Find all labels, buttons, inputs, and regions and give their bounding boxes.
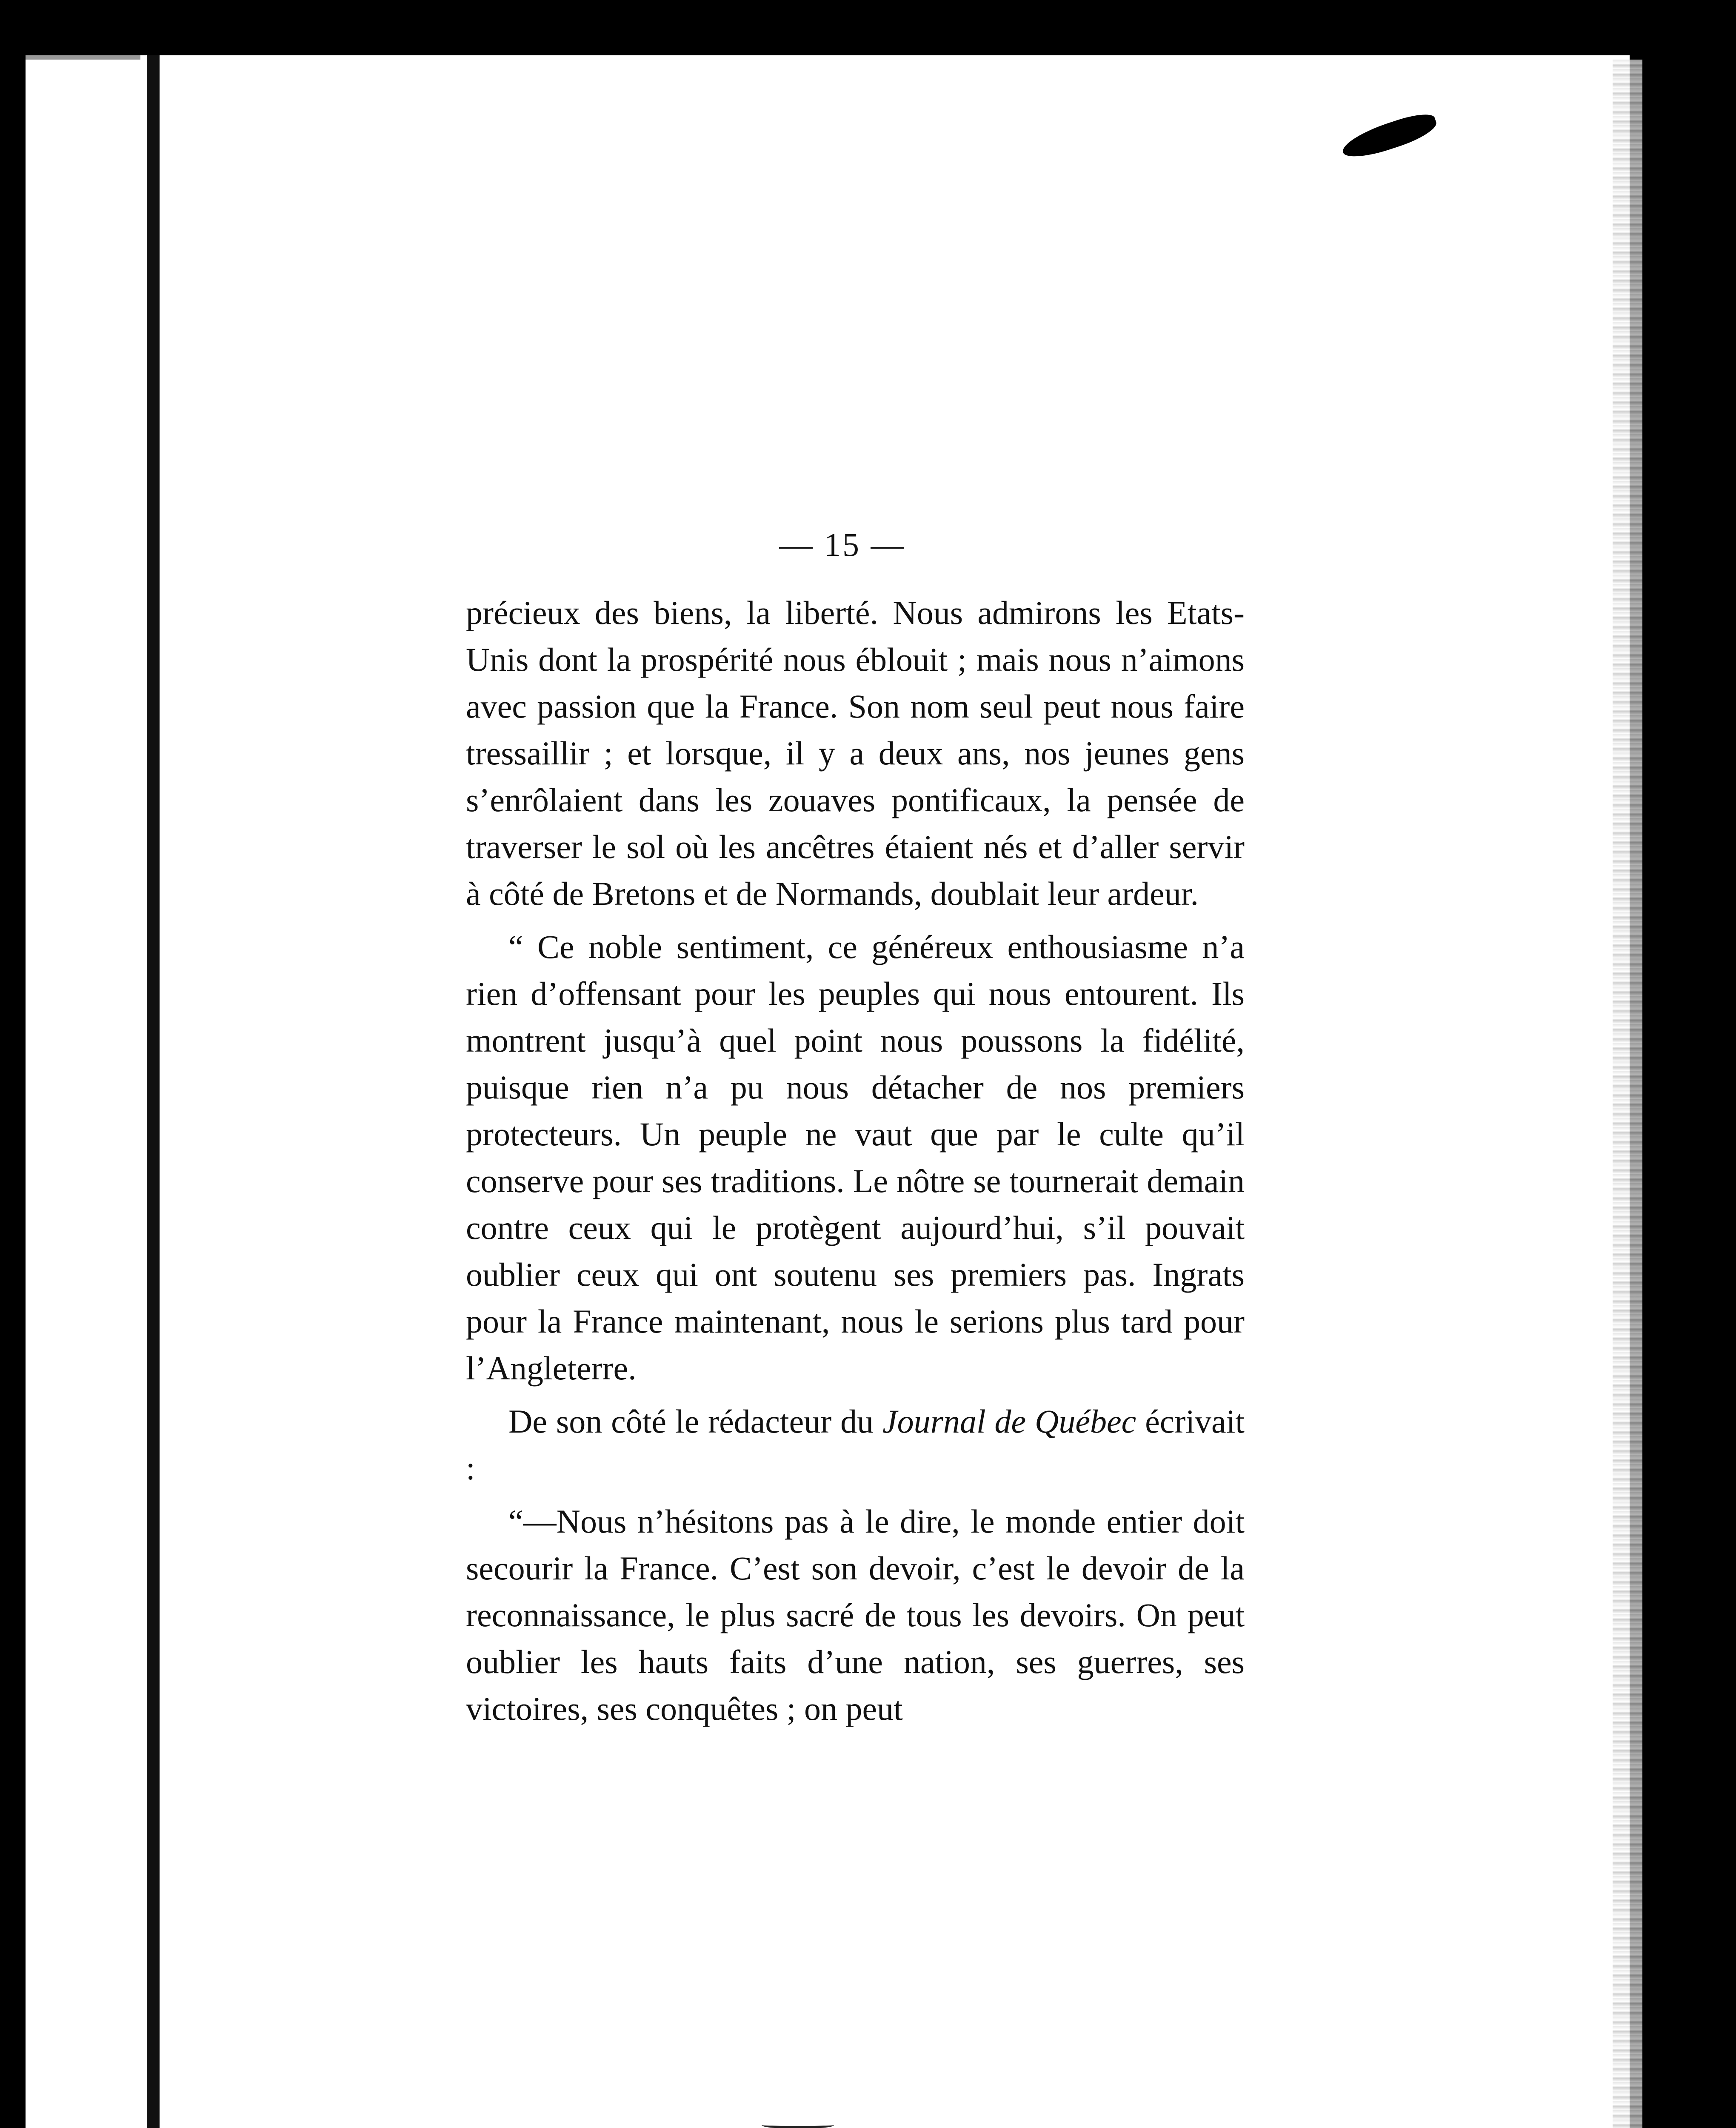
journal-title: Journal de Québec xyxy=(882,1403,1136,1440)
facing-page-margin xyxy=(26,60,140,2128)
paragraph-3-before: De son côté le rédacteur du xyxy=(508,1403,882,1440)
paragraph-2: “ Ce noble sentiment, ce généreux enthousiasme n’a rien d’offensant pour les peuples qui nous entourent. Ils montrent jusqu’à quel point nous poussons la fidélité, puisque rien n’a pu nous détacher de nos premiers protecteurs. Un peuple ne vaut que par le culte qu’il conserve pour ses traditions. Le nôtre se tournerait demain contre ceux qui le protègent aujourd’hui, s’il pouvait oublier ceux qui ont soutenu ses premiers pas. Ingrats pour la France maintenant, nous le serions plus tard pour l’Angleterre. xyxy=(466,928,1245,1387)
paragraph-3 xyxy=(466,1398,1245,1492)
page-number: — 15 — xyxy=(779,526,906,563)
book-binding xyxy=(147,55,160,2128)
body-text xyxy=(466,589,1245,1739)
page-edge-right xyxy=(1613,60,1642,2128)
ink-scratch xyxy=(762,2122,834,2128)
paragraph-4: “—Nous n’hésitons pas à le dire, le monde entier doit secourir la France. C’est son devoir, c’est le devoir de la reconnaissance, le plus sacré de tous les devoirs. On peut oublier les hauts faits d’une nation, ses guerres, ses victoires, ses conquêtes ; on peut xyxy=(466,1503,1245,1727)
paragraph-1: précieux des biens, la liberté. Nous admirons les Etats-Unis dont la prospérité nous éblouit ; mais nous n’aimons avec passion que la France. Son nom seul peut nous faire tressaillir ; et lorsque, il y a deux ans, nos jeunes gens s’enrôlaient dans les zouaves pontificaux, la pensée de traverser le sol où les ancêtres étaient nés et d’aller servir à côté de Bretons et de Normands, doublait leur ardeur. xyxy=(466,594,1245,912)
paragraph-3-after: écrivait : xyxy=(466,1403,1245,1487)
